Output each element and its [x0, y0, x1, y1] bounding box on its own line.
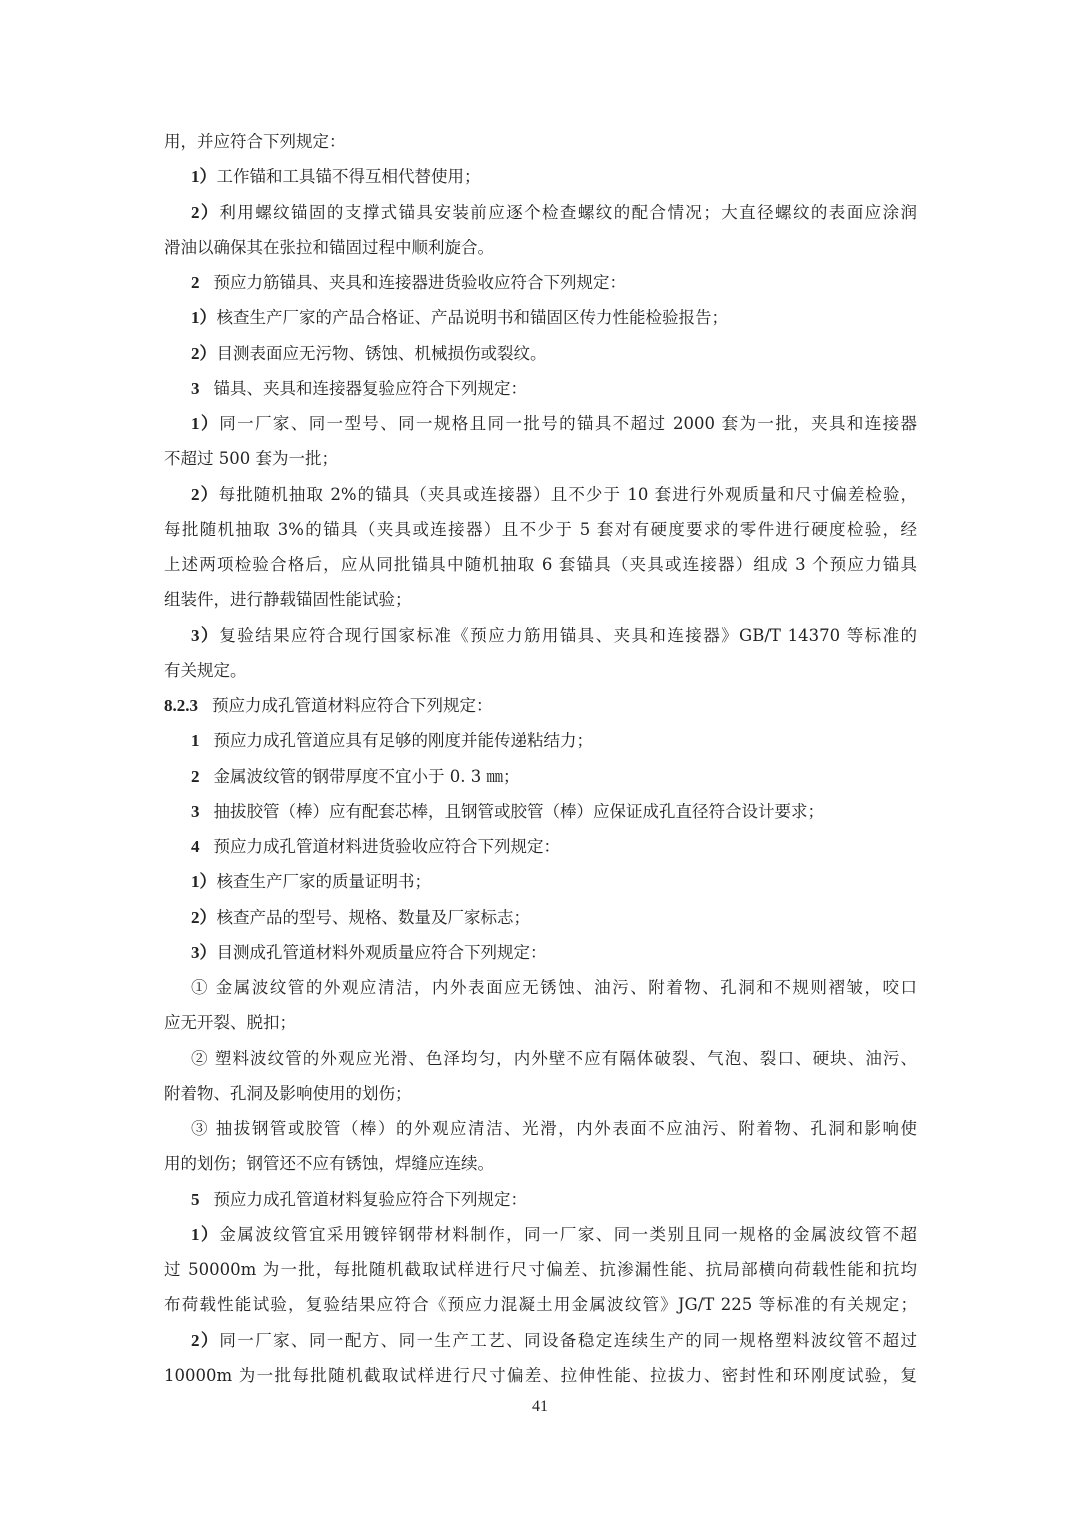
line-text: 目测表面应无污物、锈蚀、机械损伤或裂纹。	[216, 343, 547, 363]
text-line	[164, 973, 917, 1003]
page-number: 41	[532, 1398, 548, 1415]
text-line	[164, 585, 917, 615]
item-number: 2）	[191, 202, 220, 222]
text-line	[164, 1220, 917, 1250]
line-text: 预应力筋锚具、夹具和连接器进货验收应符合下列规定：	[213, 273, 626, 292]
line-text: 同一厂家、同一配方、同一生产工艺、同设备稳定连续生产的同一规格塑料波纹管不超过	[219, 1330, 917, 1350]
line-text: 用的划伤；钢管还不应有锈蚀，焊缝应连续。	[164, 1154, 494, 1174]
text-line	[164, 268, 917, 298]
text-line	[164, 762, 917, 792]
text-line	[164, 162, 917, 192]
text-line	[164, 1079, 917, 1109]
line-text: 抽拔胶管（棒）应有配套芯棒，且钢管或胶管（棒）应保证成孔直径符合设计要求；	[213, 801, 824, 821]
item-number: 2）	[191, 1330, 220, 1350]
text-line	[164, 1114, 917, 1144]
line-text: 锚具、夹具和连接器复验应符合下列规定：	[213, 378, 527, 398]
text-line	[164, 903, 917, 933]
line-text: 核查生产厂家的质量证明书；	[216, 872, 431, 892]
text-line	[164, 127, 917, 157]
text-line	[164, 515, 917, 545]
text-line	[164, 797, 917, 827]
line-text: 不超过 500 套为一批；	[164, 449, 338, 469]
line-text: 复验结果应符合现行国家标准《预应力筋用锚具、夹具和连接器》GB/T 14370 等标准的	[219, 625, 917, 645]
item-number: 3	[191, 801, 200, 821]
text-line	[164, 1255, 917, 1285]
line-text: 预应力成孔管道材料应符合下列规定：	[212, 696, 493, 715]
item-number: 8.2.3	[164, 696, 198, 715]
line-text: 金属波纹管宜采用镀锌钢带材料制作，同一厂家、同一类别且同一规格的金属波纹管不超	[219, 1224, 917, 1244]
line-text: 10000m 为一批每批随机截取试样进行尺寸偏差、拉伸性能、拉拔力、密封性和环刚度试验，复	[164, 1365, 917, 1385]
text-line	[164, 339, 917, 369]
text-line	[164, 233, 917, 263]
item-number: 1）	[191, 1224, 220, 1244]
text-line	[164, 374, 917, 404]
line-text: 有关规定。	[164, 660, 247, 680]
text-line	[164, 656, 917, 686]
line-text: ② 塑料波纹管的外观应光滑、色泽均匀，内外壁不应有隔体破裂、气泡、裂口、硬块、油污、	[191, 1048, 917, 1068]
item-number: 1	[191, 731, 200, 751]
text-line	[164, 621, 917, 651]
text-line	[164, 444, 917, 474]
item-number: 2	[191, 766, 200, 786]
line-text: 组装件，进行静载锚固性能试验；	[164, 590, 412, 610]
line-text: 每批随机抽取 3%的锚具（夹具或连接器）且不少于 5 套对有硬度要求的零件进行硬度检验，经	[164, 519, 917, 539]
line-text: 预应力成孔管道应具有足够的刚度并能传递粘结力；	[213, 731, 593, 751]
line-text: 每批随机抽取 2%的锚具（夹具或连接器）且不少于 10 套进行外观质量和尺寸偏差检验，	[218, 484, 917, 504]
item-number: 1）	[191, 308, 217, 328]
line-text: ③ 抽拔钢管或胶管（棒）的外观应清洁、光滑，内外表面不应油污、附着物、孔洞和影响使	[191, 1119, 917, 1138]
item-number: 5	[191, 1189, 200, 1209]
item-number: 4	[191, 837, 200, 856]
text-line	[164, 938, 917, 968]
item-number: 3）	[191, 942, 217, 962]
line-text: 目测成孔管道材料外观质量应符合下列规定：	[216, 942, 547, 962]
text-line	[164, 1361, 917, 1391]
text-line	[164, 198, 917, 228]
line-text: 预应力成孔管道材料进货验收应符合下列规定：	[213, 837, 560, 856]
text-line	[164, 1008, 917, 1038]
line-text: 工作锚和工具锚不得互相代替使用；	[216, 167, 481, 187]
text-line	[164, 550, 917, 580]
text-line	[164, 1149, 917, 1179]
line-text: 布荷载性能试验，复验结果应符合《预应力混凝土用金属波纹管》JG/T 225 等标准的有关规定；	[164, 1295, 917, 1315]
item-number: 1）	[191, 167, 217, 187]
item-number: 2）	[191, 484, 219, 504]
line-text: 核查生产厂家的产品合格证、产品说明书和锚固区传力性能检验报告；	[216, 308, 728, 328]
item-number: 2	[191, 273, 200, 292]
item-number: 2）	[191, 907, 217, 927]
text-line	[164, 480, 917, 510]
item-number: 3	[191, 378, 200, 398]
text-line	[164, 409, 917, 439]
line-text: 上述两项检验合格后，应从同批锚具中随机抽取 6 套锚具（夹具或连接器）组成 3 个预应力锚具	[164, 555, 917, 574]
text-line	[164, 832, 917, 862]
item-number: 1）	[191, 872, 217, 892]
text-line	[164, 691, 917, 721]
text-line	[164, 867, 917, 897]
line-text: 用，并应符合下列规定：	[164, 132, 346, 151]
item-number: 1）	[191, 414, 220, 433]
text-line	[164, 1044, 917, 1074]
line-text: 核查产品的型号、规格、数量及厂家标志；	[216, 907, 530, 927]
text-line	[164, 303, 917, 333]
line-text: 利用螺纹锚固的支撑式锚具安装前应逐个检查螺纹的配合情况；大直径螺纹的表面应涂润	[219, 202, 917, 222]
text-line	[164, 726, 917, 756]
text-line	[164, 1290, 917, 1320]
item-number: 2）	[191, 343, 217, 363]
text-line	[164, 1326, 917, 1356]
item-number: 3）	[191, 625, 220, 645]
text-line	[164, 1185, 917, 1215]
line-text: 同一厂家、同一型号、同一规格且同一批号的锚具不超过 2000 套为一批，夹具和连接器	[219, 414, 917, 433]
line-text: ① 金属波纹管的外观应清洁，内外表面应无锈蚀、油污、附着物、孔洞和不规则褶皱，咬口	[191, 978, 917, 997]
line-text: 应无开裂、脱扣；	[164, 1013, 296, 1033]
line-text: 滑油以确保其在张拉和锚固过程中顺利旋合。	[164, 237, 494, 257]
line-text: 过 50000m 为一批，每批随机截取试样进行尺寸偏差、抗渗漏性能、抗局部横向荷载性能和抗均	[164, 1260, 917, 1279]
line-text: 预应力成孔管道材料复验应符合下列规定：	[213, 1189, 527, 1209]
line-text: 金属波纹管的钢带厚度不宜小于 0. 3 ㎜；	[213, 766, 520, 786]
line-text: 附着物、孔洞及影响使用的划伤；	[164, 1083, 412, 1103]
